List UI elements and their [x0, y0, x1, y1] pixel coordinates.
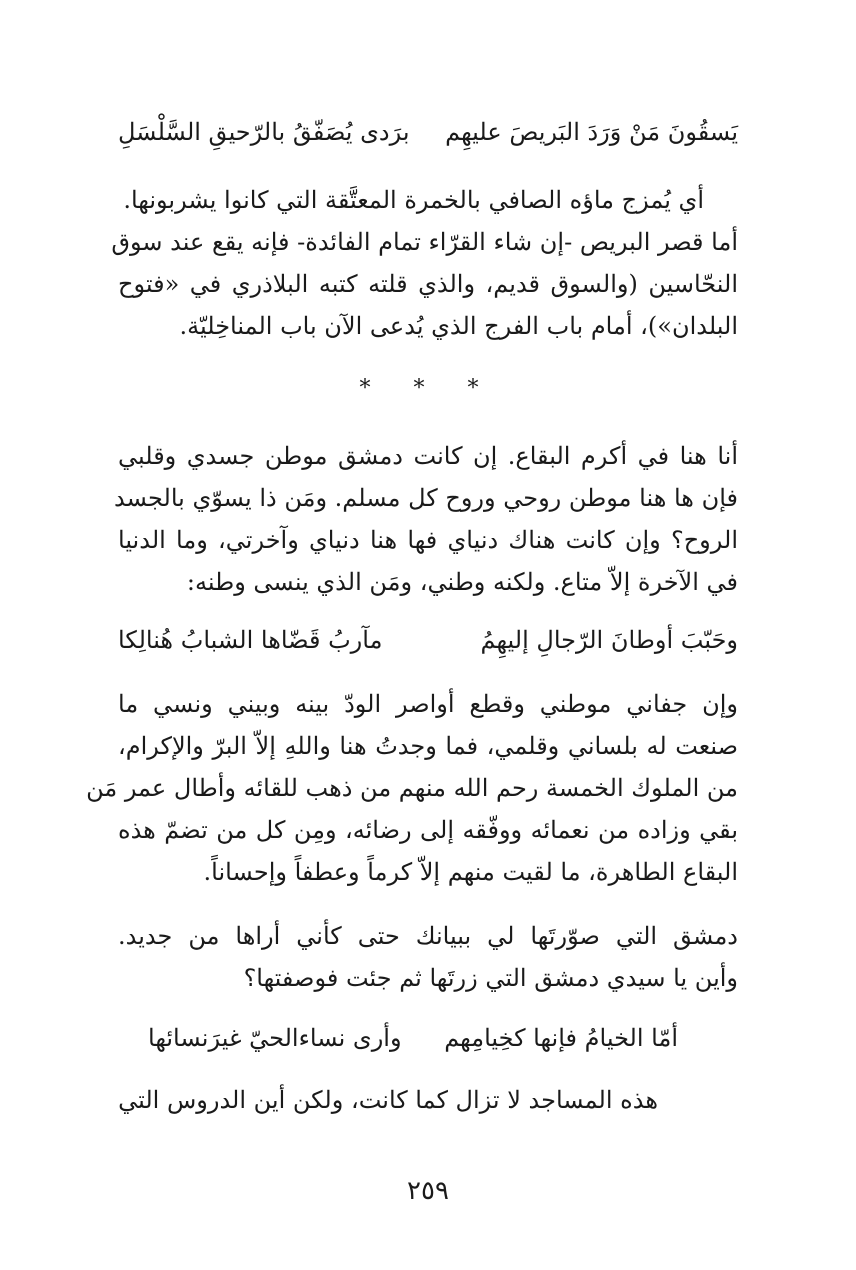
paragraph-line: أي يُمزج ماؤه الصافي بالخمرة المعتَّقة التي كانوا يشربونها. — [123, 186, 704, 214]
paragraph-line: في الآخرة إلاّ متاع. ولكنه وطني، ومَن الذي ينسى وطنه: — [186, 568, 738, 596]
paragraph-line: البقاع الطاهرة، ما لقيت منهم إلاّ كرماً وعطفاً وإحساناً. — [203, 858, 738, 886]
paragraph-line: الروح؟ وإن كانت هناك دنياي فها هنا دنياي وآخرتي، وما الدنيا — [118, 526, 738, 554]
paragraph-line: النحّاسين (والسوق قديم، والذي قلته كتبه البلاذري في «فتوح — [118, 270, 738, 298]
paragraph-line: هذه المساجد لا تزال كما كانت، ولكن أين الدروس التي — [118, 1086, 658, 1114]
paragraph-line: وإن جفاني موطني وقطع أواصر الودّ بينه وبيني ونسي ما — [118, 690, 738, 718]
poem-verse — [118, 112, 738, 152]
paragraph-line: صنعت له بلساني وقلمي، فما وجدتُ هنا واللهِ إلاّ البرّ والإكرام، — [118, 732, 738, 760]
paragraph-line: وأين يا سيدي دمشق التي زرتَها ثم جئت فوصفتها؟ — [243, 964, 738, 992]
paragraph-line: بقي وزاده من نعمائه ووفّقه إلى رضائه، ومِن كل من تضمّ هذه — [118, 816, 738, 844]
paragraph-line: البلدان»)، أمام باب الفرج الذي يُدعى الآن باب المناخِليّة. — [179, 312, 738, 340]
verse-second-hemistich: مآربُ قَضّاها الشبابُ هُنالِكا — [118, 626, 383, 654]
page-number: ٢٥٩ — [407, 1176, 449, 1206]
poem-verse — [118, 1018, 738, 1058]
poem-verse — [118, 620, 738, 660]
paragraph-line: من الملوك الخمسة رحم الله منهم من ذهب للقائه وأطال عمر مَن — [86, 774, 738, 802]
verse-first-hemistich: وحَبّبَ أوطانَ الرّجالِ إليهِمُ — [480, 626, 738, 654]
verse-second-hemistich: برَدى يُصَفّقُ بالرّحيقِ السَّلْسَلِ — [118, 118, 410, 146]
paragraph-line: دمشق التي صوّرتَها لي ببيانك حتى كأني أراها من جديد. — [118, 922, 738, 950]
verse-second-hemistich: وأرى نساءالحيّ غيرَنسائها — [148, 1024, 402, 1052]
paragraph-line: فإن ها هنا موطن روحي وروح كل مسلم. ومَن ذا يسوّي بالجسد — [114, 484, 738, 512]
verse-first-hemistich: يَسقُونَ مَنْ وَرَدَ البَريصَ عليهِم — [445, 118, 738, 146]
section-separator: * * * — [359, 376, 497, 401]
verse-first-hemistich: أمّا الخيامُ فإنها كخِيامِهم — [444, 1024, 678, 1052]
paragraph-line: أما قصر البريص -إن شاء القرّاء تمام الفائدة- فإنه يقع عند سوق — [111, 228, 738, 256]
paragraph-line: أنا هنا في أكرم البقاع. إن كانت دمشق موطن جسدي وقلبي — [118, 442, 738, 470]
